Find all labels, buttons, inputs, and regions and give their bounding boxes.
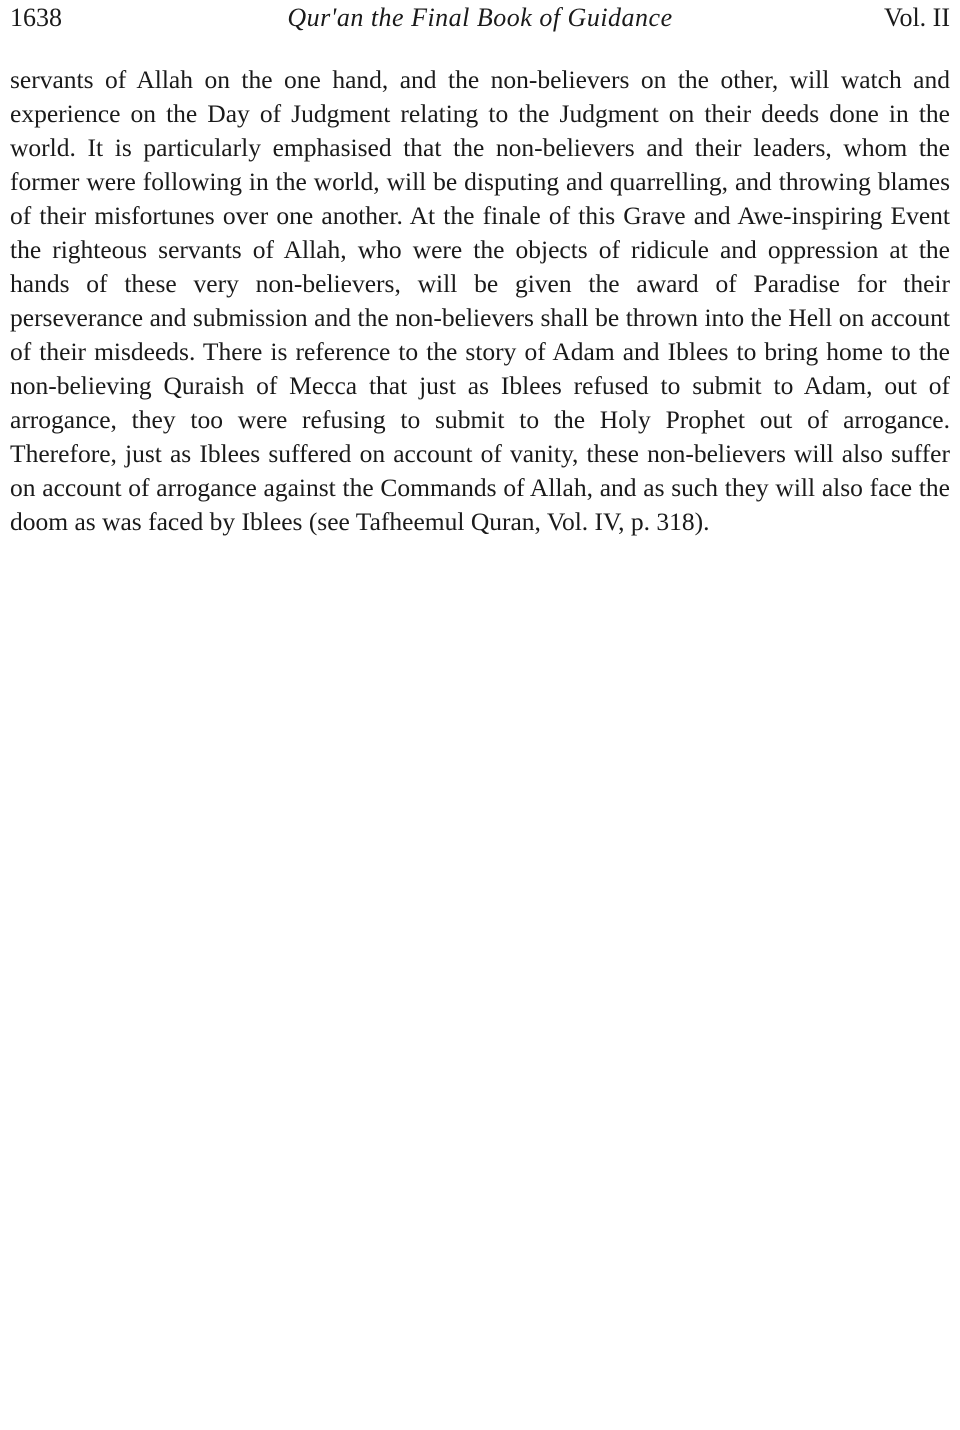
page-number: 1638 — [10, 3, 62, 32]
page-header — [10, 0, 950, 36]
running-title: Qur'an the Final Book of Guidance — [287, 3, 673, 32]
volume-label: Vol. II — [884, 3, 950, 32]
body-paragraph: servants of Allah on the one hand, and the non-believers on the other, will watch and experience on the Day of Judgment relating to the Judgment on their deeds done in the world. It is particularly emphasised that the non-believers and their leaders, whom the former were following in the world, will be disputing and quarrelling, and throwing blames of their misfortunes over one another. At the finale of this Grave and Awe-inspiring Event the righteous servants of Allah, who were the objects of ridicule and oppression at the hands of these very non-believers, will be given the award of Paradise for their perseverance and submission and the non-believers shall be thrown into the Hell on account of their misdeeds. There is reference to the story of Adam and Iblees to bring home to the non-believing Quraish of Mecca that just as Iblees refused to submit to Adam, out of arrogance, they too were refusing to submit to the Holy Prophet out of arrogance. Therefore, just as Iblees suffered on account of vanity, these non-believers will also suffer on account of arrogance against the Commands of Allah, and as such they will also face the doom as was faced by Iblees (see Tafheemul Quran, Vol. IV, p. 318). — [10, 65, 950, 536]
